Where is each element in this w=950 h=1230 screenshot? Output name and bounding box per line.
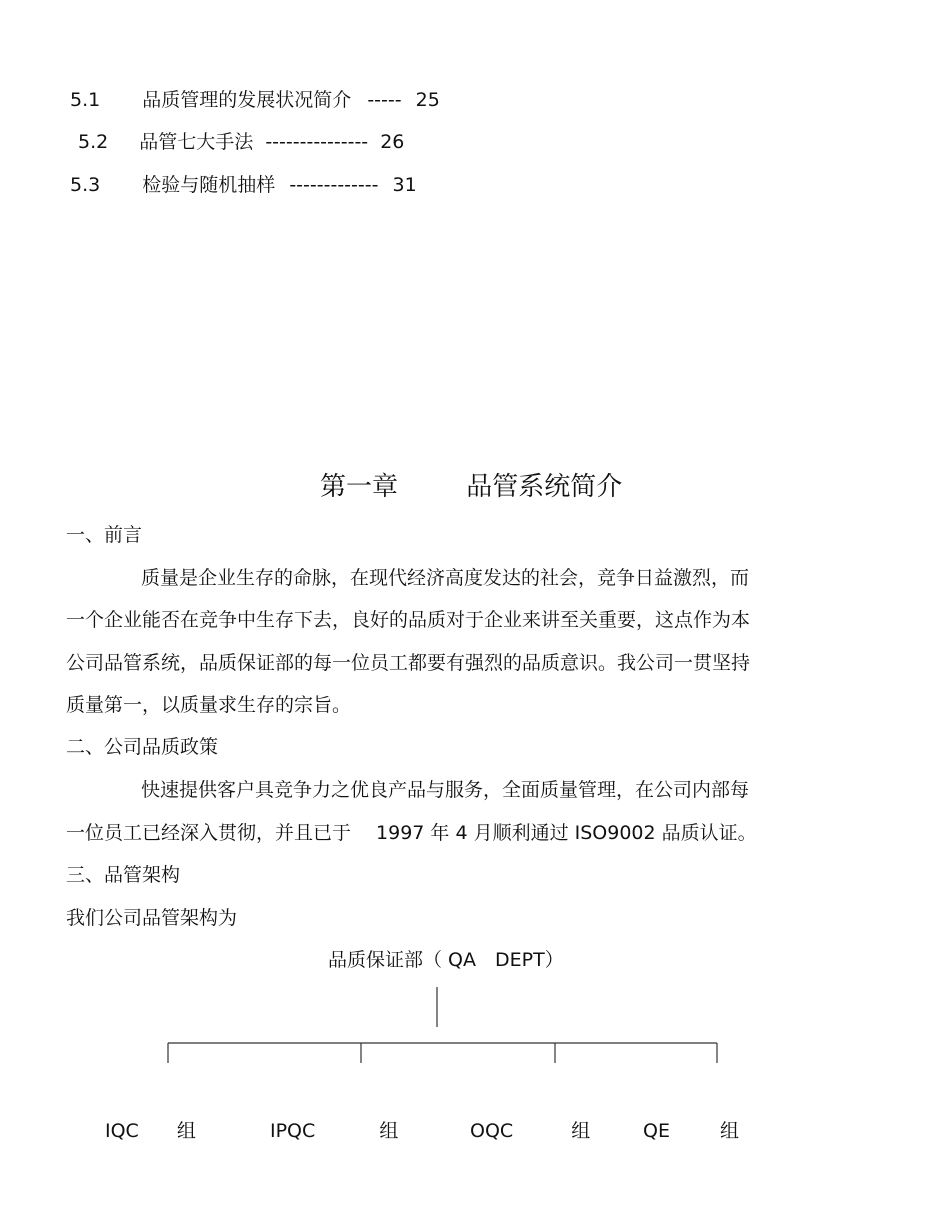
toc-leader: ---------------	[265, 131, 369, 153]
section-heading-qc-structure: 三、品管架构	[66, 864, 181, 886]
toc-page: 26	[380, 131, 405, 153]
org-node-suffix: 组	[379, 1120, 399, 1142]
toc-number: 5.2	[78, 131, 109, 153]
paragraph-line: 公司品管系统，品质保证部的每一位员工都要有强烈的品质意识。我公司一贯坚持	[66, 652, 751, 674]
org-node-code: IPQC	[270, 1120, 316, 1142]
paragraph-line: 质量是企业生存的命脉，在现代经济高度发达的社会，竞争日益激烈，而	[141, 567, 750, 589]
section-heading-quality-policy: 二、公司品质政策	[66, 736, 219, 758]
toc-title: 品管七大手法	[139, 131, 254, 153]
chapter-label: 第一章	[320, 472, 399, 502]
org-node-code: OQC	[470, 1120, 514, 1142]
org-node-oqc	[470, 1116, 590, 1143]
org-node-iqc	[105, 1116, 196, 1143]
org-node-ipqc	[270, 1116, 398, 1143]
toc-title: 品质管理的发展状况简介	[142, 89, 352, 111]
toc-leader: -------------	[289, 174, 379, 196]
paragraph-line: 一位员工已经深入贯彻，并且已于 1997 年 4 月顺利通过 ISO9002 品质认证。	[66, 822, 757, 844]
toc-number: 5.1	[70, 89, 101, 111]
toc-page: 25	[415, 89, 440, 111]
toc-number: 5.3	[70, 174, 101, 196]
paragraph-line: 快速提供客户具竞争力之优良产品与服务，全面质量管理，在公司内部每	[141, 779, 750, 801]
org-node-suffix: 组	[571, 1120, 591, 1142]
org-root-node: 品质保证部（ QA DEPT）	[328, 949, 564, 971]
toc-page: 31	[392, 174, 417, 196]
org-node-code: IQC	[105, 1120, 139, 1142]
org-node-code: QE	[643, 1120, 670, 1142]
org-node-suffix: 组	[176, 1120, 196, 1142]
chapter-title: 品管系统简介	[466, 472, 623, 502]
paragraph-line: 质量第一，以质量求生存的宗旨。	[66, 694, 352, 716]
paragraph-line: 一个企业能否在竞争中生存下去，良好的品质对于企业来讲至关重要，这点作为本	[66, 609, 751, 631]
structure-intro: 我们公司品管架构为	[66, 907, 238, 929]
toc-leader: -----	[367, 89, 402, 111]
org-node-suffix: 组	[720, 1120, 740, 1142]
section-heading-preface: 一、前言	[66, 524, 143, 546]
toc-title: 检验与随机抽样	[142, 174, 276, 196]
org-node-qe	[643, 1116, 739, 1143]
